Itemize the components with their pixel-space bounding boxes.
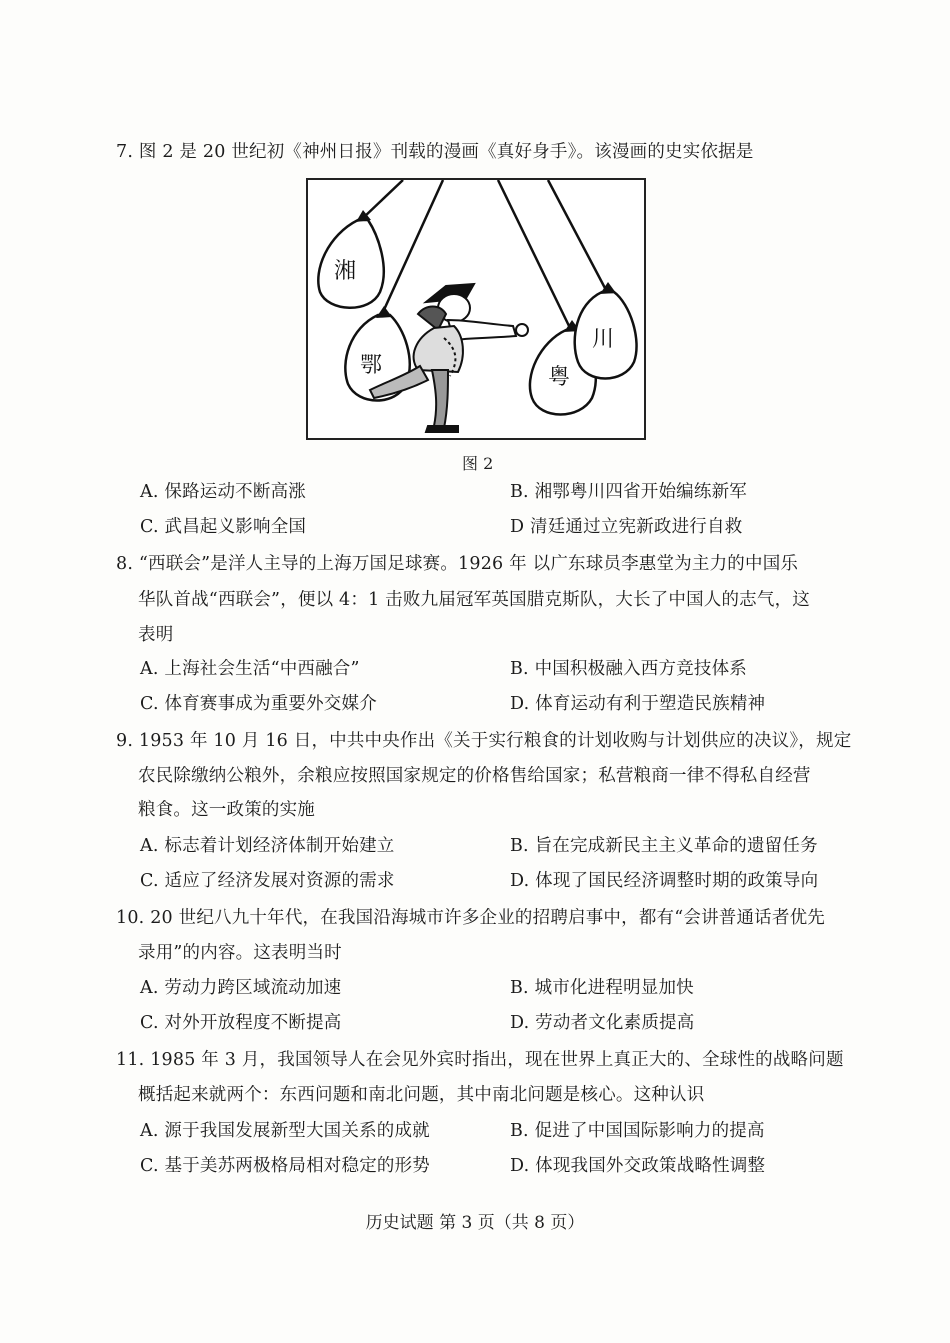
q7-option-d[interactable]: D 清廷通过立宪新政进行自救	[510, 517, 743, 537]
q11-stem-line-2: 概括起来就两个：东西问题和南北问题，其中南北问题是核心。这种认识	[138, 1085, 705, 1105]
cartoon-figure	[306, 178, 646, 440]
bag-chuan	[575, 282, 637, 379]
q8-stem-line-2: 华队首战“西联会”，便以 4：1 击败九届冠军英国腊克斯队，大长了中国人的志气，这	[138, 590, 810, 610]
q8-option-b[interactable]: B. 中国积极融入西方竞技体系	[510, 659, 747, 679]
q8-option-d[interactable]: D. 体育运动有利于塑造民族精神	[510, 694, 766, 714]
q10-option-a[interactable]: A. 劳动力跨区域流动加速	[140, 978, 342, 998]
q9-option-c[interactable]: C. 适应了经济发展对资源的需求	[140, 871, 395, 891]
figure-caption: 图 2	[462, 454, 494, 473]
q10-stem-line-2: 录用”的内容。这表明当时	[138, 943, 342, 963]
q7-stem: 7. 图 2 是 20 世纪初《神州日报》刊载的漫画《真好身手》。该漫画的史实依据是	[116, 142, 754, 162]
q10-option-d[interactable]: D. 劳动者文化素质提高	[510, 1013, 695, 1033]
bag-label-xiang: 湘	[334, 259, 357, 284]
q10-option-c[interactable]: C. 对外开放程度不断提高	[140, 1013, 342, 1033]
q9-option-b[interactable]: B. 旨在完成新民主主义革命的遗留任务	[510, 836, 818, 856]
q8-option-c[interactable]: C. 体育赛事成为重要外交媒介	[140, 694, 377, 714]
page-footer: 历史试题 第 3 页（共 8 页）	[365, 1213, 585, 1233]
bag-label-yue: 粤	[548, 365, 571, 390]
q8-stem-line-1: 8. “西联会”是洋人主导的上海万国足球赛。1926 年 以广东球员李惠堂为主力的中国乐	[116, 554, 799, 574]
q11-option-a[interactable]: A. 源于我国发展新型大国关系的成就	[140, 1121, 430, 1141]
q8-option-a[interactable]: A. 上海社会生活“中西融合”	[140, 659, 360, 679]
q9-option-a[interactable]: A. 标志着计划经济体制开始建立	[140, 836, 395, 856]
q9-stem-line-3: 粮食。这一政策的实施	[138, 800, 315, 820]
q9-stem-line-1: 9. 1953 年 10 月 16 日，中共中央作出《关于实行粮食的计划收购与计划供应的决议》，规定	[116, 731, 852, 751]
q9-stem-line-2: 农民除缴纳公粮外，余粮应按照国家规定的价格售给国家；私营粮商一律不得私自经营	[138, 766, 811, 786]
bag-label-chuan: 川	[592, 327, 615, 352]
q7-option-a[interactable]: A. 保路运动不断高涨	[140, 482, 306, 502]
q7-option-c[interactable]: C. 武昌起义影响全国	[140, 517, 307, 537]
cartoon-drawing	[308, 180, 644, 438]
q9-option-d[interactable]: D. 体现了国民经济调整时期的政策导向	[510, 871, 819, 891]
bag-label-e: 鄂	[360, 353, 383, 378]
q7-option-b[interactable]: B. 湘鄂粤川四省开始编练新军	[510, 482, 747, 502]
q8-stem-line-3: 表明	[138, 625, 174, 645]
q10-option-b[interactable]: B. 城市化进程明显加快	[510, 978, 694, 998]
q11-option-c[interactable]: C. 基于美苏两极格局相对稳定的形势	[140, 1156, 430, 1176]
q11-option-b[interactable]: B. 促进了中国国际影响力的提高	[510, 1121, 765, 1141]
bag-xiang	[318, 210, 383, 308]
q11-stem-line-1: 11. 1985 年 3 月，我国领导人在会见外宾时指出，现在世界上真正大的、全球性的战略问题	[116, 1050, 844, 1070]
q10-stem-line-1: 10. 20 世纪八九十年代，在我国沿海城市许多企业的招聘启事中，都有“会讲普通话者优先	[116, 908, 825, 928]
q11-option-d[interactable]: D. 体现我国外交政策战略性调整	[510, 1156, 766, 1176]
